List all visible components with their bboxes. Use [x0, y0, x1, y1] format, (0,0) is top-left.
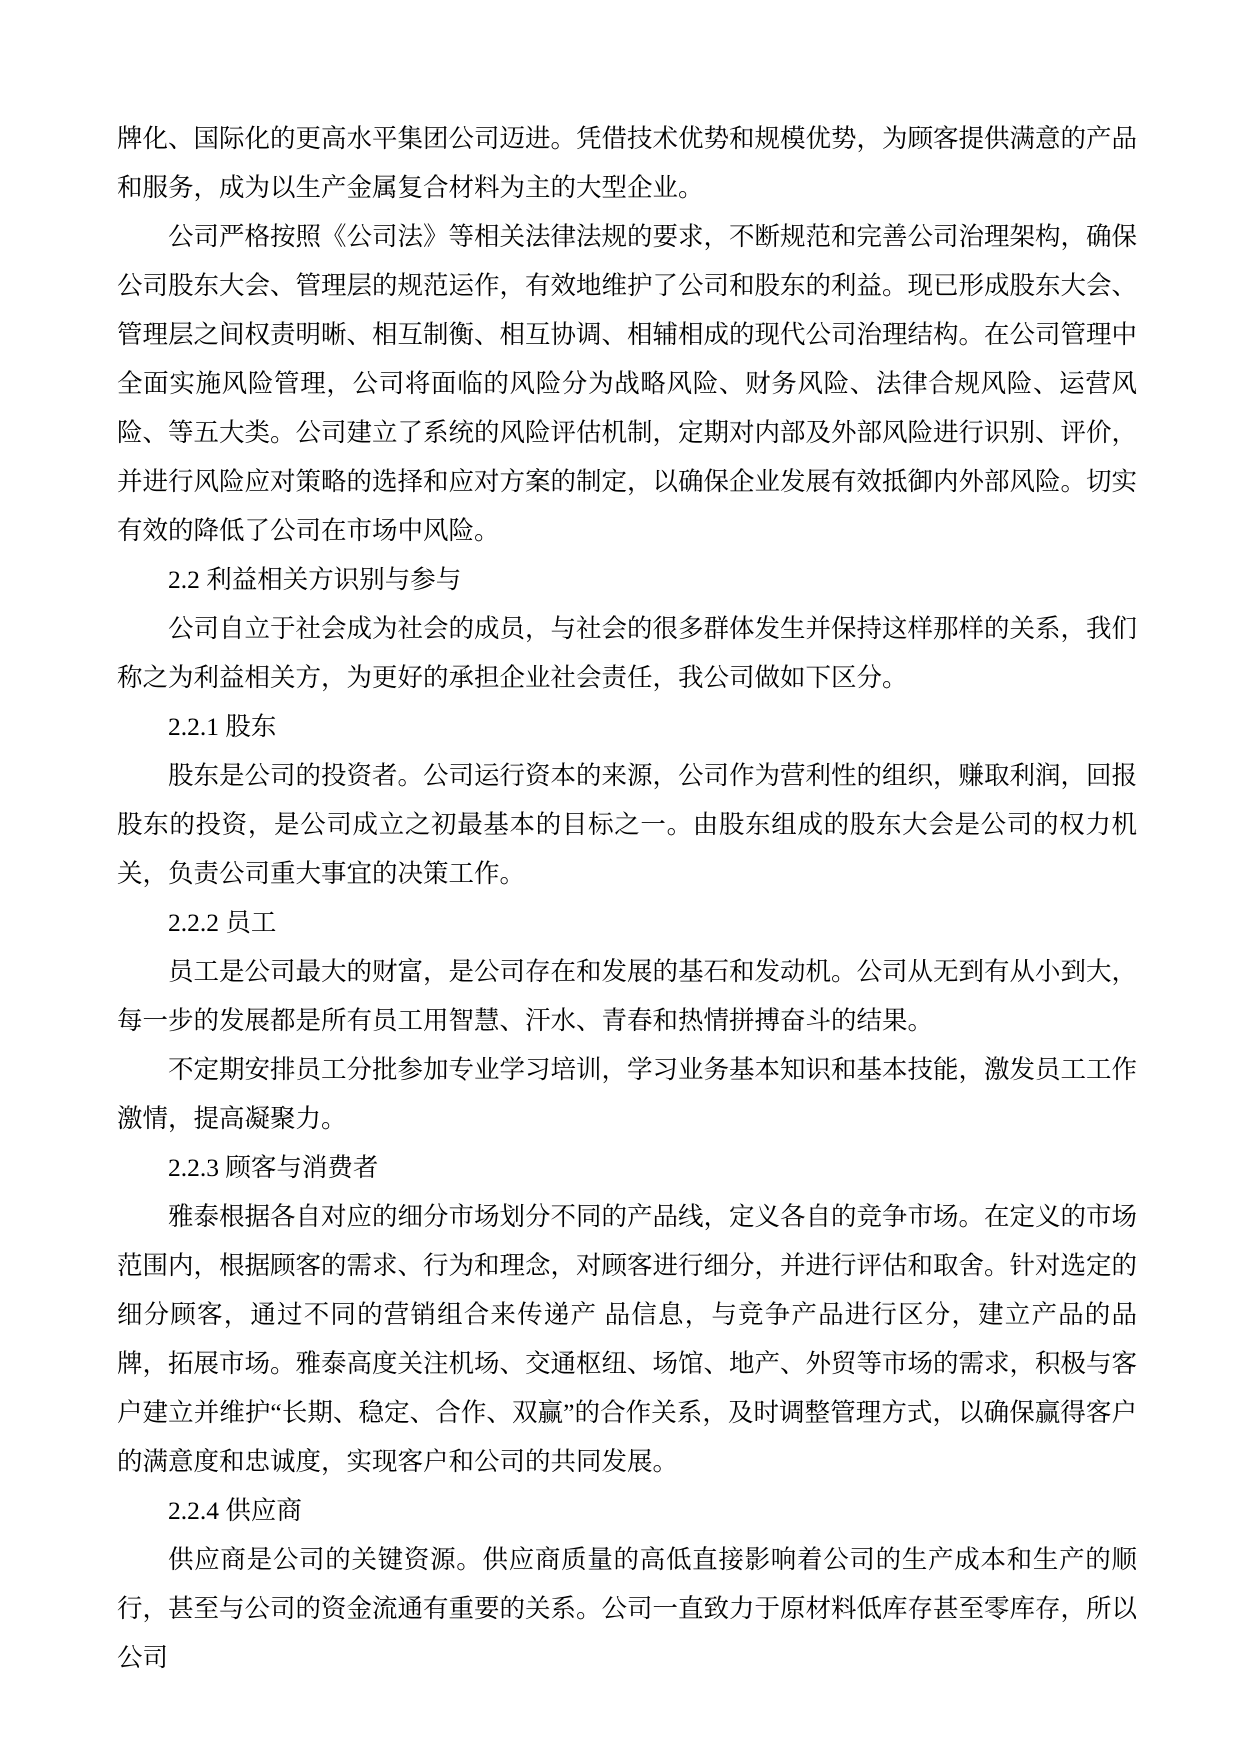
paragraph-corporate-governance: 公司严格按照《公司法》等相关法律法规的要求，不断规范和完善公司治理架构，确保公司股东大会、管理层的规范运作，有效地维护了公司和股东的利益。现已形成股东大会、管理层之间权责明晰、相互制衡、相互协调、相辅相成的现代公司治理结构。在公司管理中全面实施风险管理，公司将面临的风险分为战略风险、财务风险、法律合规风险、运营风险、等五大类。公司建立了系统的风险评估机制，定期对内部及外部风险进行识别、评价，并进行风险应对策略的选择和应对方案的制定，以确保企业发展有效抵御内外部风险。切实有效的降低了公司在市场中风险。: [117, 222, 1138, 545]
paragraph-employees-wealth: 员工是公司最大的财富，是公司存在和发展的基石和发动机。公司从无到有从小到大，每一步的发展都是所有员工用智慧、汗水、青春和热情拼搏奋斗的结果。: [117, 957, 1138, 1035]
paragraph-stakeholders-intro: 公司自立于社会成为社会的成员，与社会的很多群体发生并保持这样那样的关系，我们称之为利益相关方，为更好的承担企业社会责任，我公司做如下区分。: [117, 614, 1138, 692]
heading-2-2-1-shareholders: 2.2.1 股东: [168, 712, 277, 741]
paragraph-employees-training: 不定期安排员工分批参加专业学习培训，学习业务基本知识和基本技能，激发员工工作激情，提高凝聚力。: [117, 1055, 1138, 1133]
paragraph-customers-market-segmentation: 雅泰根据各自对应的细分市场划分不同的产品线，定义各自的竞争市场。在定义的市场范围内，根据顾客的需求、行为和理念，对顾客进行细分，并进行评估和取舍。针对选定的细分顾客，通过不同的营销组合来传递产 品信息，与竞争产品进行区分，建立产品的品牌，拓展市场。雅泰高度关注机场、交通枢纽、场馆、地产、外贸等市场的需求，积极与客户建立并维护“长期、稳定、合作、双赢”的合作关系，及时调整管理方式，以确保赢得客户的满意度和忠诚度，实现客户和公司的共同发展。: [117, 1202, 1138, 1476]
paragraph-shareholders: 股东是公司的投资者。公司运行资本的来源，公司作为营利性的组织，赚取利润，回报股东的投资，是公司成立之初最基本的目标之一。由股东组成的股东大会是公司的权力机关，负责公司重大事宜的决策工作。: [117, 761, 1138, 888]
paragraph-brand-internationalization-continuation: 牌化、国际化的更高水平集团公司迈进。凭借技术优势和规模优势，为顾客提供满意的产品和服务，成为以生产金属复合材料为主的大型企业。: [117, 124, 1138, 202]
heading-2-2-2-employees: 2.2.2 员工: [168, 908, 277, 937]
heading-2-2-stakeholder-identification: 2.2 利益相关方识别与参与: [168, 565, 462, 594]
document-body: [117, 114, 1137, 1682]
heading-2-2-3-customers-consumers: 2.2.3 顾客与消费者: [168, 1153, 379, 1182]
paragraph-suppliers: 供应商是公司的关键资源。供应商质量的高低直接影响着公司的生产成本和生产的顺行，甚至与公司的资金流通有重要的关系。公司一直致力于原材料低库存甚至零库存，所以公司: [117, 1545, 1138, 1672]
heading-2-2-4-suppliers: 2.2.4 供应商: [168, 1496, 302, 1525]
